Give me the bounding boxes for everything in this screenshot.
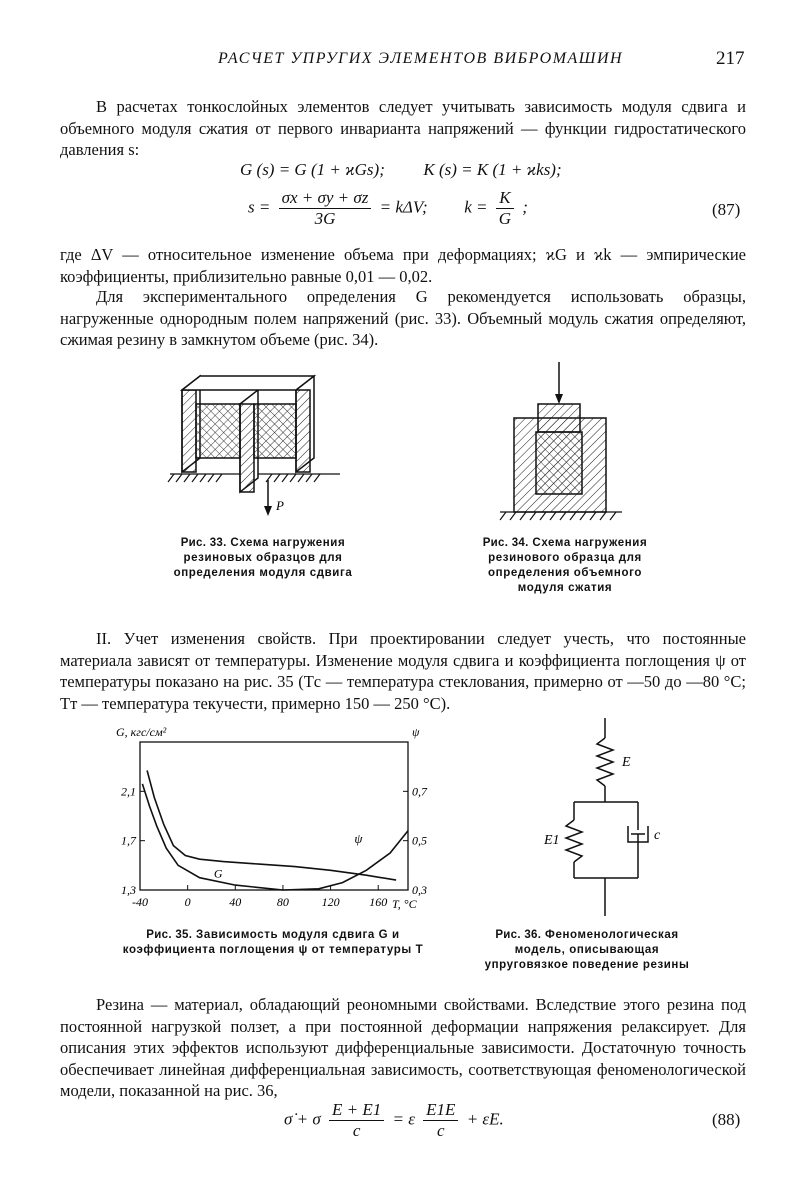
chart-series-g-line	[147, 770, 396, 880]
fig34-plunger	[538, 404, 580, 432]
chart-y2-label: ψ	[412, 725, 420, 739]
chart-y2-tick-label-1: 0,5	[412, 833, 427, 848]
chart-x-tick-label-2: 40	[229, 895, 242, 909]
chart-x-tick-label-5: 160	[369, 895, 388, 909]
chart-x-label: T, °C	[392, 897, 417, 911]
para2-paragraph	[60, 286, 746, 351]
fig36-caption-text: Феноменологическая модель, описывающая упруговязкое поведение резины	[484, 929, 690, 971]
eq88-rhs: + ε̇E.	[466, 1109, 504, 1129]
eq87-g-of-s: G (s) = G (1 + ϰGs);	[240, 160, 385, 179]
eq87-s-rhs: = kΔV;	[379, 197, 428, 217]
fig33-rubber-left	[196, 404, 240, 458]
chart-x-tick-label-3: 80	[276, 895, 289, 909]
fig36-caption	[480, 928, 694, 973]
para3-paragraph	[60, 994, 746, 1102]
fig34-caption-label: Рис. 34.	[482, 537, 529, 549]
eq87-s-denominator: 3G	[314, 209, 336, 228]
fig36-label-e1: E1	[544, 833, 560, 848]
fig33-caption-label: Рис. 33.	[180, 537, 227, 549]
fig34-rubber	[536, 432, 582, 494]
page-number: 217	[716, 48, 745, 69]
fig33-force-arrow	[264, 480, 272, 516]
eq87-s-numerator: σx + σy + σz	[279, 188, 372, 209]
chart-y-tick-label-0: 1,3	[121, 883, 136, 897]
para3-text: Резина — материал, обладающий реономными свойствами. Вследствие этого резина под постоянной нагрузкой ползет, а при постоянной деформации напряжения релаксирует. Для описания этих эффектов используют дифференциальные зависимости. Достаточную точность обеспечивает линейная дифференциальная зависимость, соответствующая феноменологической модели, показанной на рис. 36,	[60, 995, 746, 1100]
running-title: РАСЧЕТ УПРУГИХ ЭЛЕМЕНТОВ ВИБРОМАШИН	[218, 50, 624, 67]
fig33-top-face	[182, 376, 314, 390]
chart-y-label: G, кгс/см²	[116, 725, 167, 739]
where-text: где ΔV — относительное изменение объема при деформациях; ϰG и ϰk — эмпирические коэффициенты, приблизительно равные 0,01 — 0,02.	[60, 245, 746, 286]
fig36-label-e: E	[622, 755, 631, 770]
eq87-k-end: ;	[522, 197, 528, 217]
eq87-s-fraction	[279, 188, 372, 229]
fig33-force-label: P	[276, 498, 284, 513]
fig36-diagram	[530, 712, 690, 920]
eq88-frac1	[329, 1100, 384, 1141]
chart-plot-frame	[140, 742, 408, 890]
fig33-caption	[158, 536, 368, 581]
chart-x-tick-label-0: -40	[132, 895, 148, 909]
fig34-ground	[500, 512, 622, 520]
eq87-line2	[248, 188, 528, 229]
fig35-caption-text: Зависимость модуля сдвига G и коэффициента поглощения ψ от температуры T	[122, 929, 424, 956]
section2-text: II. Учет изменения свойств. При проектировании следует учесть, что постоянные материала зависят от температуры. Изменение модуля сдвига и коэффициента поглощения ψ от температуры показано на рис. 35 (Tс — температура стеклования, примерно от —50 до —80 °С; Tт — температура текучести, примерно 150 — 250 °С).	[60, 629, 746, 713]
intro-paragraph	[60, 96, 746, 161]
eq88-frac1-denominator: c	[352, 1121, 361, 1140]
intro-text: В расчетах тонкослойных элементов следует учитывать зависимость модуля сдвига и объемного модуля сжатия от первого инварианта напряжений — функции гидростатического давления s:	[60, 97, 746, 159]
section2-paragraph	[60, 628, 746, 714]
eq87-number: (87)	[712, 200, 741, 219]
chart-series-g-label: G	[213, 866, 223, 881]
eq87-s-lhs: s =	[248, 197, 271, 217]
fig34-diagram	[490, 360, 640, 530]
fig35-caption-label: Рис. 35.	[146, 929, 193, 941]
fig33-diagram	[160, 360, 380, 520]
chart-y2-tick-label-0: 0,3	[412, 883, 427, 897]
where-paragraph	[60, 244, 746, 287]
fig33-right-plate	[296, 376, 314, 472]
eq88-frac2	[423, 1100, 458, 1141]
fig34-caption-text: Схема нагружения резинового образца для определения объемного модуля сжатия	[488, 537, 648, 594]
eq87-k-lhs: k =	[464, 197, 488, 217]
chart-y-tick-label-1: 1,7	[121, 833, 136, 848]
fig33-rubber-right	[254, 404, 296, 458]
eq88-frac2-denominator: c	[437, 1121, 445, 1140]
eq88-number: (88)	[712, 1110, 741, 1129]
chart-x-tick-label-4: 120	[321, 895, 340, 909]
eq87-line1	[240, 160, 562, 180]
fig33-caption-text: Схема нагружения резиновых образцов для определения модуля сдвига	[173, 537, 353, 579]
chart-series-psi-label: ψ	[354, 831, 363, 847]
chart-series-psi-line	[142, 784, 408, 890]
fig34-load-arrow	[555, 362, 563, 404]
eq88-frac2-numerator: E1E	[423, 1100, 458, 1121]
fig36-spring-e1	[566, 820, 582, 862]
fig36-caption-label: Рис. 36.	[495, 929, 542, 941]
fig34-caption	[480, 536, 650, 596]
chart-x-tick-label-1: 0	[184, 895, 191, 909]
eq87-k-of-s: K (s) = K (1 + ϰks);	[423, 160, 562, 179]
eq88	[284, 1100, 504, 1141]
fig36-label-c: c	[654, 828, 661, 843]
eq87-k-numerator: K	[496, 188, 514, 209]
eq88-frac1-numerator: E + E1	[329, 1100, 384, 1121]
fig35-chart	[110, 722, 440, 918]
chart-y-tick-label-2: 2,1	[121, 784, 136, 799]
eq87-k-denominator: G	[498, 209, 511, 228]
eq87-k-fraction	[496, 188, 514, 229]
para2-text: Для экспериментального определения G рекомендуется использовать образцы, нагруженные однородным полем напряжений (рис. 33). Объемный модуль сжатия определяют, сжимая резину в замкнутом объеме (рис. 34).	[60, 287, 746, 349]
eq88-mid: = ε	[392, 1109, 415, 1129]
fig36-spring-e	[597, 738, 613, 786]
fig35-caption	[108, 928, 438, 958]
eq88-lhs: σ̇ + σ	[284, 1109, 321, 1129]
chart-y2-tick-label-2: 0,7	[412, 784, 427, 799]
